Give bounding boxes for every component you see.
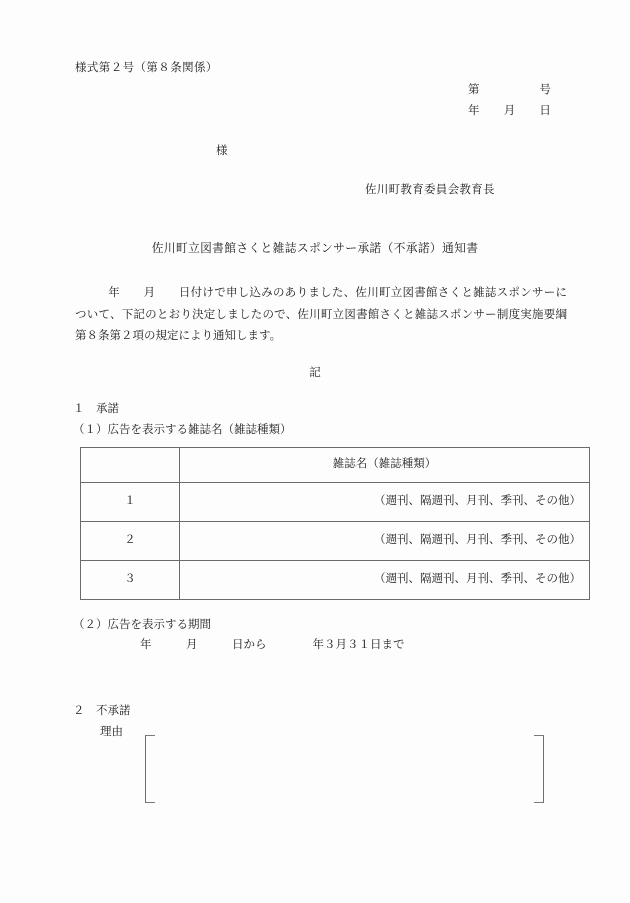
document-date-field: 年 月 日	[468, 105, 552, 117]
table-header-no	[81, 448, 180, 483]
issuer-name: 佐川町教育委員会教育長	[365, 184, 495, 196]
body-paragraph-text: 年 月 日付けで申し込みのありました、佐川町立図書館さくと雑誌スポンサーについて、下記のとおり決定しましたので、佐川町立図書館さくと雑誌スポンサー制度実施要綱第８条第２項の規定により通知します。	[75, 287, 567, 342]
table-cell-no: ３	[81, 561, 180, 600]
section-approval-item2-label: （２）広告を表示する期間	[73, 619, 211, 631]
form-number: 様式第２号（第８条関係）	[75, 62, 218, 74]
table-cell-magazine: （週刊、隔週刊、月刊、季刊、その他）	[180, 483, 590, 522]
body-paragraph	[75, 283, 567, 348]
table-header-row	[81, 448, 590, 483]
page-title: 佐川町立図書館さくと雑誌スポンサー承諾（不承諾）通知書	[151, 241, 479, 255]
table-cell-no: １	[81, 483, 180, 522]
advertising-period-field: 年 月 日から 年３月３１日まで	[140, 639, 405, 651]
ki-marker: 記	[309, 367, 321, 379]
table-row	[81, 522, 590, 561]
table-row	[81, 561, 590, 600]
section-approval-heading: １ 承諾	[73, 403, 119, 415]
rejection-reason-label: 理由	[100, 726, 123, 738]
table-cell-no: ２	[81, 522, 180, 561]
table-cell-magazine: （週刊、隔週刊、月刊、季刊、その他）	[180, 561, 590, 600]
document-number-field: 第 号	[468, 84, 552, 96]
reason-bracket-left	[145, 735, 155, 803]
magazine-table	[80, 447, 590, 600]
reason-bracket-right	[534, 735, 544, 803]
table-cell-magazine: （週刊、隔週刊、月刊、季刊、その他）	[180, 522, 590, 561]
table-row	[81, 483, 590, 522]
addressee-suffix: 様	[216, 145, 228, 157]
section-approval-item1-label: （１）広告を表示する雑誌名（雑誌種類）	[73, 424, 292, 436]
table-header-magazine: 雑誌名（雑誌種類）	[180, 448, 590, 483]
section-rejection-heading: ２ 不承諾	[73, 705, 131, 717]
